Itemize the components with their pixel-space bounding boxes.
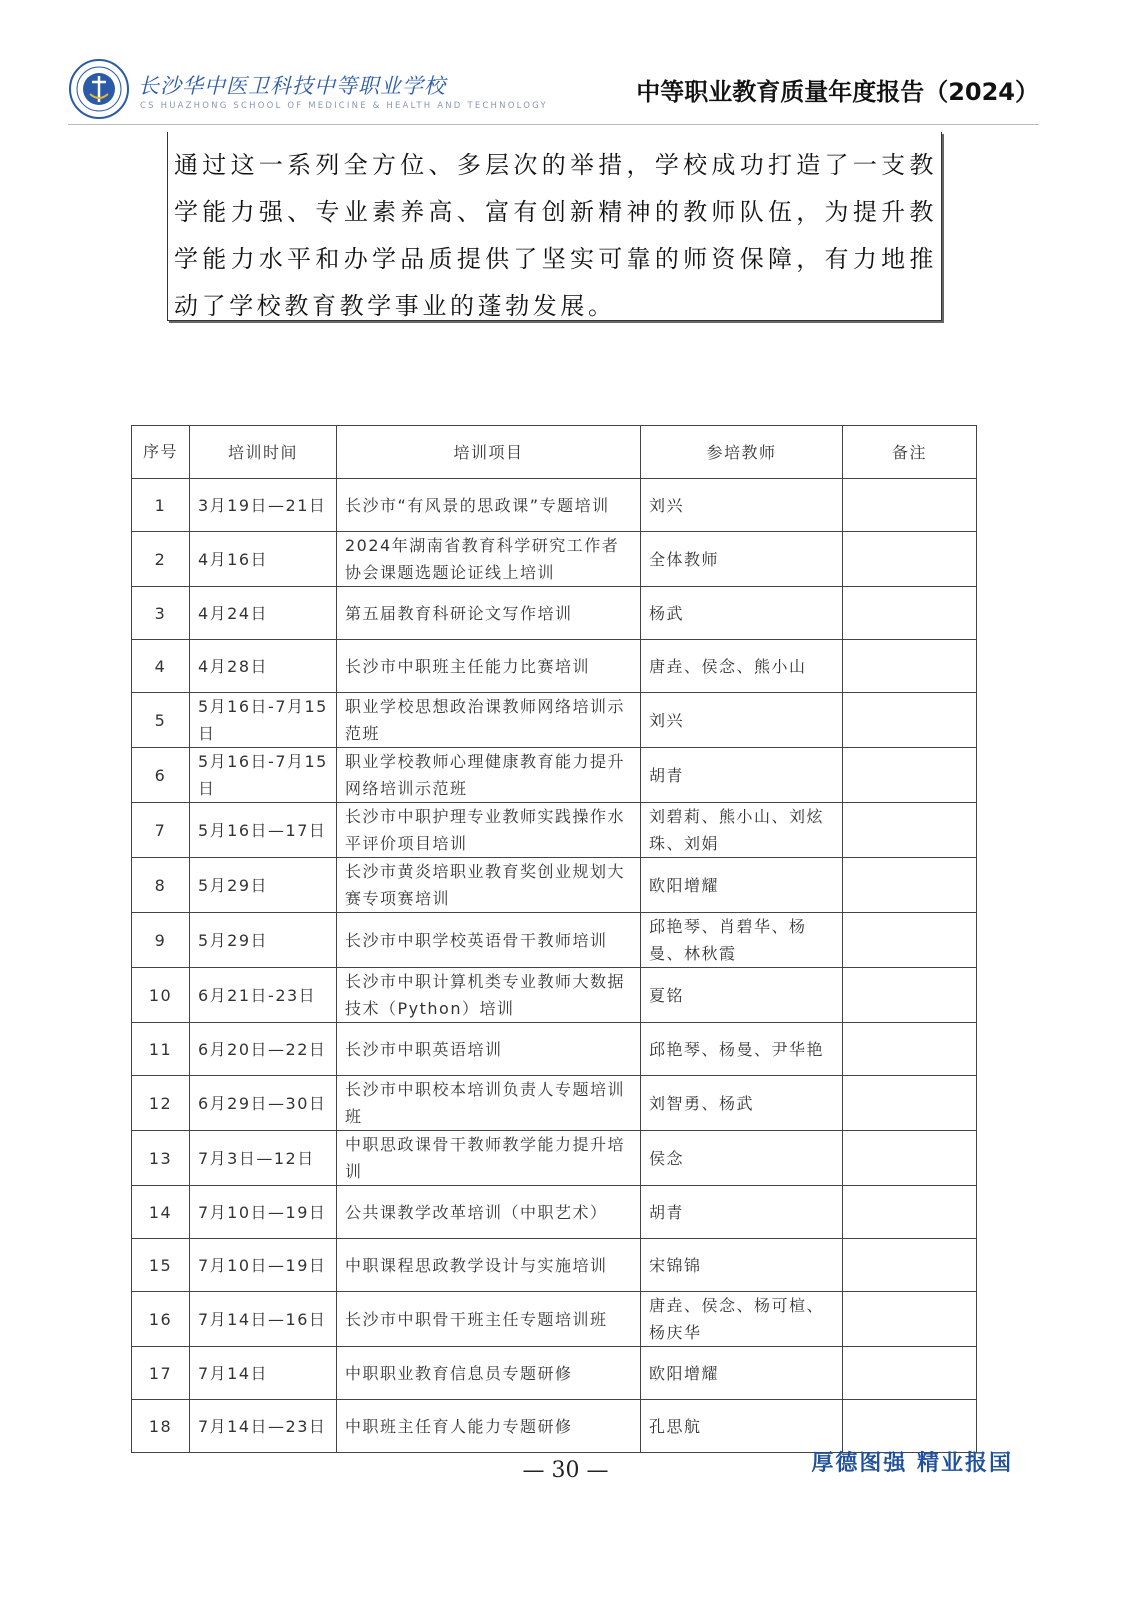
cell-note xyxy=(843,1239,977,1292)
table-row xyxy=(132,1186,977,1239)
cell-index: 9 xyxy=(132,913,190,968)
intro-paragraph: 通过这一系列全方位、多层次的举措，学校成功打造了一支教学能力强、专业素养高、富有创新精神的教师队伍，为提升教学能力水平和办学品质提供了坚实可靠的师资保障，有力地推动了学校教育教学事业的蓬勃发展。 xyxy=(174,151,937,320)
cell-project: 中职班主任育人能力专题研修 xyxy=(337,1400,641,1453)
cell-index: 18 xyxy=(132,1400,190,1453)
cell-time: 7月3日—12日 xyxy=(190,1131,337,1186)
cell-index: 3 xyxy=(132,587,190,640)
cell-index: 13 xyxy=(132,1131,190,1186)
cell-project: 中职职业教育信息员专题研修 xyxy=(337,1347,641,1400)
table-row xyxy=(132,693,977,748)
cell-index: 14 xyxy=(132,1186,190,1239)
header-index: 序号 xyxy=(132,426,190,479)
cell-teachers: 邱艳琴、肖碧华、杨曼、林秋霞 xyxy=(641,913,843,968)
cell-note xyxy=(843,1400,977,1453)
cell-teachers: 杨武 xyxy=(641,587,843,640)
cell-note xyxy=(843,968,977,1023)
cell-index: 15 xyxy=(132,1239,190,1292)
cell-note xyxy=(843,1076,977,1131)
cell-project: 中职课程思政教学设计与实施培训 xyxy=(337,1239,641,1292)
cell-index: 11 xyxy=(132,1023,190,1076)
cell-teachers: 邱艳琴、杨曼、尹华艳 xyxy=(641,1023,843,1076)
cell-note xyxy=(843,1186,977,1239)
cell-note xyxy=(843,913,977,968)
cell-index: 12 xyxy=(132,1076,190,1131)
cell-project: 职业学校思想政治课教师网络培训示范班 xyxy=(337,693,641,748)
cell-project: 长沙市中职计算机类专业教师大数据技术（Python）培训 xyxy=(337,968,641,1023)
table-row xyxy=(132,1076,977,1131)
cell-teachers: 宋锦锦 xyxy=(641,1239,843,1292)
cell-note xyxy=(843,1292,977,1347)
cell-index: 6 xyxy=(132,748,190,803)
cell-time: 7月14日—23日 xyxy=(190,1400,337,1453)
cell-project: 中职思政课骨干教师教学能力提升培训 xyxy=(337,1131,641,1186)
cell-note xyxy=(843,1131,977,1186)
cell-note xyxy=(843,587,977,640)
cell-teachers: 刘智勇、杨武 xyxy=(641,1076,843,1131)
school-name: 长沙华中医卫科技中等职业学校 xyxy=(138,74,446,98)
cell-note xyxy=(843,640,977,693)
cell-time: 5月29日 xyxy=(190,913,337,968)
table-row xyxy=(132,479,977,532)
cell-teachers: 欧阳增耀 xyxy=(641,1347,843,1400)
cell-teachers: 全体教师 xyxy=(641,532,843,587)
cell-note xyxy=(843,532,977,587)
table-row xyxy=(132,913,977,968)
cell-time: 6月20日—22日 xyxy=(190,1023,337,1076)
cell-project: 长沙市中职校本培训负责人专题培训班 xyxy=(337,1076,641,1131)
table-row xyxy=(132,532,977,587)
cell-note xyxy=(843,858,977,913)
cell-index: 16 xyxy=(132,1292,190,1347)
table-row xyxy=(132,968,977,1023)
cell-project: 公共课教学改革培训（中职艺术） xyxy=(337,1186,641,1239)
cell-teachers: 侯念 xyxy=(641,1131,843,1186)
table-row xyxy=(132,587,977,640)
table-row xyxy=(132,1023,977,1076)
cell-index: 10 xyxy=(132,968,190,1023)
cell-index: 8 xyxy=(132,858,190,913)
table-row xyxy=(132,748,977,803)
cell-index: 1 xyxy=(132,479,190,532)
cell-project: 职业学校教师心理健康教育能力提升网络培训示范班 xyxy=(337,748,641,803)
cell-teachers: 刘兴 xyxy=(641,693,843,748)
cell-teachers: 刘碧莉、熊小山、刘炫珠、刘娟 xyxy=(641,803,843,858)
header-divider xyxy=(68,124,1039,125)
cell-project: 长沙市“有风景的思政课”专题培训 xyxy=(337,479,641,532)
header-teachers: 参培教师 xyxy=(641,426,843,479)
cell-project: 长沙市中职护理专业教师实践操作水平评价项目培训 xyxy=(337,803,641,858)
cell-teachers: 孔思航 xyxy=(641,1400,843,1453)
cell-time: 6月29日—30日 xyxy=(190,1076,337,1131)
cell-time: 4月16日 xyxy=(190,532,337,587)
intro-text-box xyxy=(167,132,942,321)
page-number: — 30 — xyxy=(522,1458,609,1483)
cell-time: 3月19日—21日 xyxy=(190,479,337,532)
cell-project: 第五届教育科研论文写作培训 xyxy=(337,587,641,640)
cell-time: 7月14日 xyxy=(190,1347,337,1400)
cell-teachers: 夏铭 xyxy=(641,968,843,1023)
training-table xyxy=(131,425,977,1453)
cell-time: 5月29日 xyxy=(190,858,337,913)
cell-time: 5月16日-7月15日 xyxy=(190,748,337,803)
table-row xyxy=(132,640,977,693)
cell-project: 长沙市中职学校英语骨干教师培训 xyxy=(337,913,641,968)
cell-index: 4 xyxy=(132,640,190,693)
cell-project: 长沙市中职班主任能力比赛培训 xyxy=(337,640,641,693)
header-project: 培训项目 xyxy=(337,426,641,479)
school-logo-icon xyxy=(68,58,130,120)
cell-time: 7月10日—19日 xyxy=(190,1239,337,1292)
header-note: 备注 xyxy=(843,426,977,479)
cell-time: 7月14日—16日 xyxy=(190,1292,337,1347)
cell-time: 6月21日-23日 xyxy=(190,968,337,1023)
cell-note xyxy=(843,479,977,532)
cell-time: 5月16日—17日 xyxy=(190,803,337,858)
table-header-row xyxy=(132,426,977,479)
table-body xyxy=(132,479,977,1453)
cell-index: 5 xyxy=(132,693,190,748)
cell-time: 4月24日 xyxy=(190,587,337,640)
cell-teachers: 胡青 xyxy=(641,1186,843,1239)
cell-project: 2024年湖南省教育科学研究工作者协会课题选题论证线上培训 xyxy=(337,532,641,587)
cell-note xyxy=(843,748,977,803)
report-title: 中等职业教育质量年度报告（2024） xyxy=(636,78,1039,106)
table-row xyxy=(132,1239,977,1292)
cell-time: 4月28日 xyxy=(190,640,337,693)
school-motto: 厚德图强 精业报国 xyxy=(811,1451,1013,1476)
cell-note xyxy=(843,1347,977,1400)
table-row xyxy=(132,1347,977,1400)
header-time: 培训时间 xyxy=(190,426,337,479)
table-row xyxy=(132,858,977,913)
cell-index: 7 xyxy=(132,803,190,858)
cell-teachers: 唐垚、侯念、熊小山 xyxy=(641,640,843,693)
cell-index: 17 xyxy=(132,1347,190,1400)
table-row xyxy=(132,1292,977,1347)
cell-note xyxy=(843,803,977,858)
cell-note xyxy=(843,693,977,748)
page-header xyxy=(0,0,1131,125)
table-row xyxy=(132,1131,977,1186)
cell-note xyxy=(843,1023,977,1076)
cell-teachers: 唐垚、侯念、杨可楦、杨庆华 xyxy=(641,1292,843,1347)
school-name-english: CS HUAZHONG SCHOOL OF MEDICINE & HEALTH AND TECHNOLOGY xyxy=(140,101,548,111)
cell-teachers: 胡青 xyxy=(641,748,843,803)
cell-time: 5月16日-7月15日 xyxy=(190,693,337,748)
cell-project: 长沙市中职英语培训 xyxy=(337,1023,641,1076)
cell-teachers: 刘兴 xyxy=(641,479,843,532)
cell-teachers: 欧阳增耀 xyxy=(641,858,843,913)
cell-index: 2 xyxy=(132,532,190,587)
table-row xyxy=(132,1400,977,1453)
cell-project: 长沙市黄炎培职业教育奖创业规划大赛专项赛培训 xyxy=(337,858,641,913)
table-row xyxy=(132,803,977,858)
cell-project: 长沙市中职骨干班主任专题培训班 xyxy=(337,1292,641,1347)
cell-time: 7月10日—19日 xyxy=(190,1186,337,1239)
